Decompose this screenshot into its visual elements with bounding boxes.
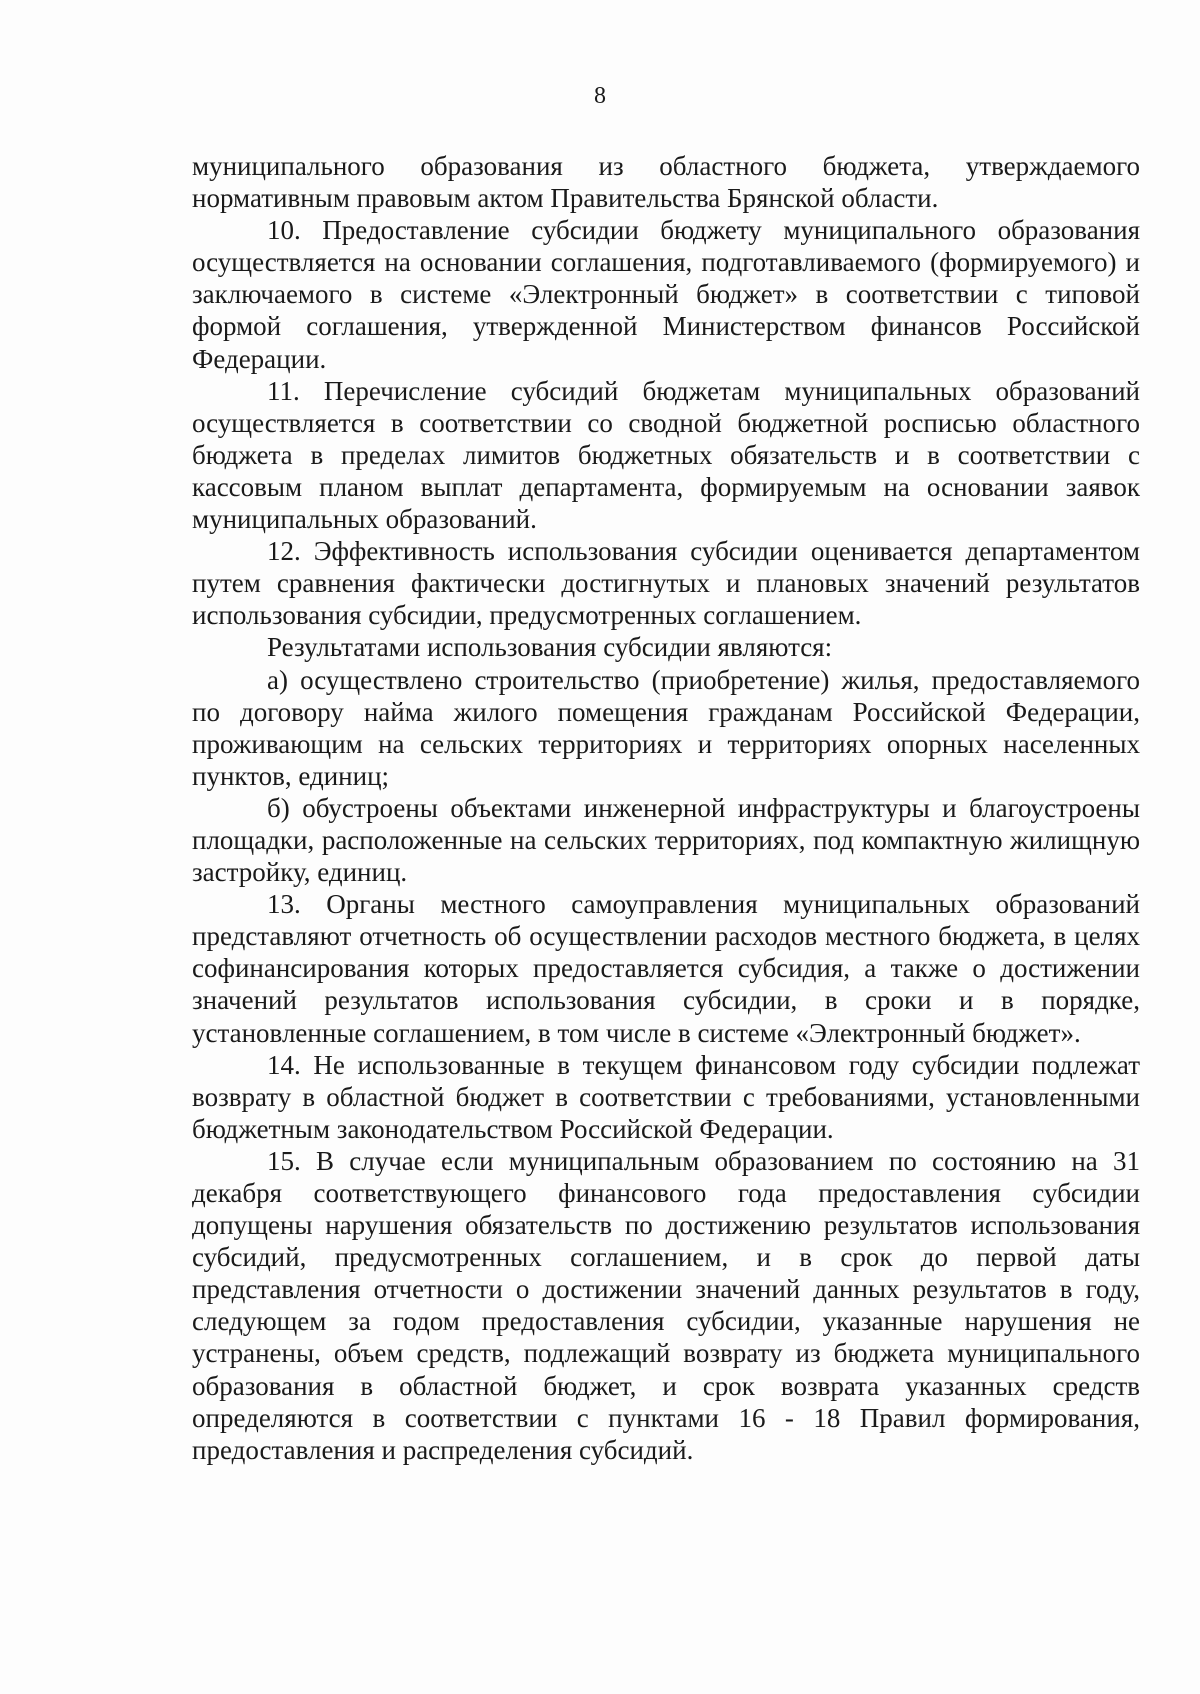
paragraph-results-b: б) обустроены объектами инженерной инфраструктуры и благоустроены площадки, расположенные на сельских территориях, под компактную жилищную застройку, единиц.: [192, 792, 1140, 888]
paragraph-results-intro: Результатами использования субсидии являются:: [267, 632, 833, 663]
paragraph-15: 15. В случае если муниципальным образованием по состоянию на 31 декабря соответствующего финансового года предоставления субсидии допущены нарушения обязательств по достижению результатов использования субсидий, предусмотренных соглашением, и в срок до первой даты представления отчетности о достижении значений данных результатов в году, следующем за годом предоставления субсидии, указанные нарушения не устранены, объем средств, подлежащий возврату из бюджета муниципального образования в областной бюджет, и срок возврата указанных средств определяются в соответствии с пунктами 16 - 18 Правил формирования, предоставления и распределения субсидий.: [192, 1145, 1140, 1465]
paragraph-13: 13. Органы местного самоуправления муниципальных образований представляют отчетность об осуществлении расходов местного бюджета, в целях софинансирования которых предоставляется субсидия, а также о достижении значений результатов использования субсидии, в сроки и в порядке, установленные соглашением, в том числе в системе «Электронный бюджет».: [192, 889, 1140, 1048]
paragraph-10: 10. Предоставление субсидии бюджету муниципального образования осуществляется на основании соглашения, подготавливаемого (формируемого) и заключаемого в системе «Электронный бюджет» в соответствии с типовой формой соглашения, утвержденной Министерством финансов Российской Федерации.: [192, 215, 1140, 374]
paragraph-continued: муниципального образования из областного бюджета, утверждаемого нормативным правовым актом Правительства Брянской области.: [192, 151, 1140, 214]
page-number: 8: [594, 83, 606, 109]
paragraph-14: 14. Не использованные в текущем финансовом году субсидии подлежат возврату в областной бюджет в соответствии с требованиями, установленными бюджетным законодательством Российской Федерации.: [192, 1049, 1140, 1144]
paragraph-11: 11. Перечисление субсидий бюджетам муниципальных образований осуществляется в соответствии со сводной бюджетной росписью областного бюджета в пределах лимитов бюджетных обязательств и в соответствии с кассовым планом выплат департамента, формируемым на основании заявок муниципальных образований.: [192, 375, 1140, 535]
document-body: [192, 150, 1140, 1466]
paragraph-12: 12. Эффективность использования субсидии оценивается департаментом путем сравнения фактически достигнутых и плановых значений результатов использования субсидии, предусмотренных соглашением.: [192, 536, 1140, 631]
paragraph-results-a: а) осуществлено строительство (приобретение) жилья, предоставляемого по договору найма жилого помещения гражданам Российской Федерации, проживающим на сельских территориях и территориях опорных населенных пунктов, единиц;: [192, 664, 1140, 791]
